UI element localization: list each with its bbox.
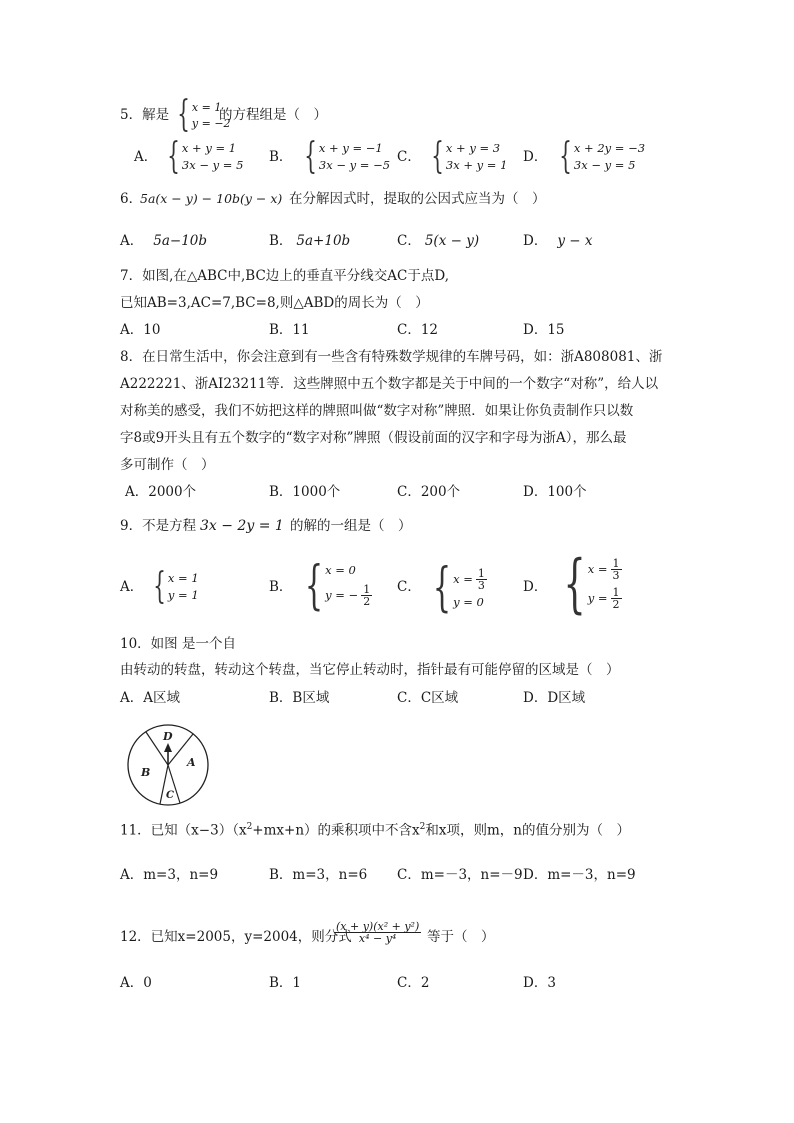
region-label-d: D — [163, 730, 173, 743]
q5-option-c[interactable]: { x + y = 3 3x + y = 1 — [431, 136, 508, 177]
q7-line-2: 已知AB=3,AC=7,BC=8,则△ABD的周长为（ ） — [120, 295, 429, 311]
q12-fraction: $\frac{\text{(x + y)(x² + y²)}}{\text{x⁴ − y⁴}}$ — [336, 920, 420, 945]
q8-option-b[interactable]: B．1000个 — [269, 484, 341, 500]
q8-line-2: A222221、浙AI23211等．这些牌照中五个数字都是关于中间的一个数字“对称”，给人以 — [120, 376, 659, 392]
q10-option-a[interactable]: A．A区域 — [120, 690, 180, 706]
q12-suffix: 等于（ ） — [427, 929, 495, 945]
q11-option-b[interactable]: B．m=3，n=6 — [269, 867, 368, 883]
q11-text: 11．已知$(x-3)(x^2+mx+n)$的乘积项中不含$x^2$和x项，则m，n的值分别为（ ） — [120, 822, 630, 839]
q5-option-d-label[interactable]: D． — [523, 149, 548, 165]
q12-prefix: 12．已知x=2005，y=2004，则分式 — [120, 929, 352, 945]
q9-equation: 3x − 2y = 1 — [200, 518, 284, 534]
q10-line-2: 由转动的转盘，转动这个转盘，当它停止转动时，指针最有可能停留的区域是（ ） — [120, 662, 620, 678]
q8-line-3: 对称美的感受，我们不妨把这样的牌照叫做“数字对称”牌照．如果让你负责制作只以数 — [120, 403, 634, 419]
q12-option-c[interactable]: C．2 — [397, 975, 430, 991]
q7-option-b[interactable]: B．11 — [269, 322, 310, 338]
q9-prefix: 9．不是方程 — [120, 518, 197, 534]
q10-option-c[interactable]: C．C区域 — [397, 690, 459, 706]
q6-text: 在分解因式时，提取的公因式应当为（ ） — [289, 191, 546, 207]
q5-prefix: 5．解是 — [120, 107, 170, 123]
q6-option-a[interactable]: A． 5a−10b — [120, 233, 208, 249]
region-label-a: A — [187, 756, 196, 769]
q11-option-a[interactable]: A．m=3，n=9 — [120, 867, 219, 883]
q9-option-a[interactable]: { x = 1 y = 1 — [153, 566, 199, 607]
q6-expression: 5a(x − y) − 10b(y − x) — [140, 191, 283, 206]
q8-option-a[interactable]: A．2000个 — [125, 484, 197, 500]
q9-option-c[interactable]: { x = $\frac{1}{3}$ y = 0 — [432, 558, 485, 618]
q10-option-d[interactable]: D．D区域 — [523, 690, 586, 706]
q12-option-b[interactable]: B．1 — [269, 975, 302, 991]
q9-option-d[interactable]: { x = $\frac{1}{3}$ y = $\frac{1}{2}$ — [563, 547, 620, 621]
q8-option-d[interactable]: D．100个 — [523, 484, 587, 500]
q6-option-c[interactable]: C． 5(x − y) — [397, 233, 480, 249]
q5-option-d[interactable]: { x + 2y = −3 3x − y = 5 — [559, 136, 646, 177]
q7-line-1: 7．如图,在△ABC中,BC边上的垂直平分线交AC于点D, — [120, 268, 450, 284]
q12-option-d[interactable]: D．3 — [523, 975, 556, 991]
q11-option-c[interactable]: C．m=－3，n=－9 — [397, 867, 523, 883]
q9-suffix: 的解的一组是（ ） — [290, 518, 412, 534]
q10-option-b[interactable]: B．B区域 — [269, 690, 330, 706]
q7-option-c[interactable]: C．12 — [397, 322, 439, 338]
q5-suffix: 的方程组是（ ） — [219, 107, 327, 123]
q7-option-a[interactable]: A．10 — [120, 322, 161, 338]
q5-option-a[interactable]: { x + y = 1 3x − y = 5 — [167, 136, 244, 177]
q5-option-b[interactable]: { x + y = −1 3x − y = −5 — [304, 136, 391, 177]
q9-option-b[interactable]: { x = 0 y = − $\frac{1}{2}$ — [304, 556, 371, 616]
q9-option-d-label[interactable]: D． — [523, 579, 548, 595]
q8-line-1: 8．在日常生活中，你会注意到有一些含有特殊数学规律的车牌号码，如：浙A808081、浙 — [120, 349, 663, 365]
q11-option-d[interactable]: D．m=－3，n=9 — [523, 867, 636, 883]
q5-given-system: { x = 1 y = −2 — [177, 94, 231, 135]
q9-option-c-label[interactable]: C． — [397, 579, 421, 595]
q12-option-a[interactable]: A．0 — [120, 975, 152, 991]
q7-option-d[interactable]: D．15 — [523, 322, 565, 338]
q9-option-a-label[interactable]: A． — [120, 579, 144, 595]
region-label-c: C — [166, 790, 174, 801]
q5-option-b-label[interactable]: B． — [269, 149, 293, 165]
q8-option-c[interactable]: C．200个 — [397, 484, 461, 500]
q6-option-d[interactable]: D． y − x — [523, 233, 593, 249]
spinner-figure — [124, 724, 214, 806]
q8-line-4: 字8或9开头且有五个数字的“数字对称”牌照（假设前面的汉字和字母为浙A），那么最 — [120, 430, 627, 446]
q10-line-1: 10．如图 是一个自 — [120, 636, 236, 652]
q8-line-5: 多可制作（ ） — [120, 457, 215, 473]
q6-number: 6． — [120, 191, 143, 207]
q9-option-b-label[interactable]: B． — [269, 579, 293, 595]
region-label-b: B — [141, 766, 151, 779]
spinner-pointer-arrowhead — [164, 743, 172, 752]
q5-option-a-label[interactable]: A． — [134, 149, 158, 165]
q6-option-b[interactable]: B． 5a+10b — [269, 233, 351, 249]
q5-option-c-label[interactable]: C． — [397, 149, 421, 165]
